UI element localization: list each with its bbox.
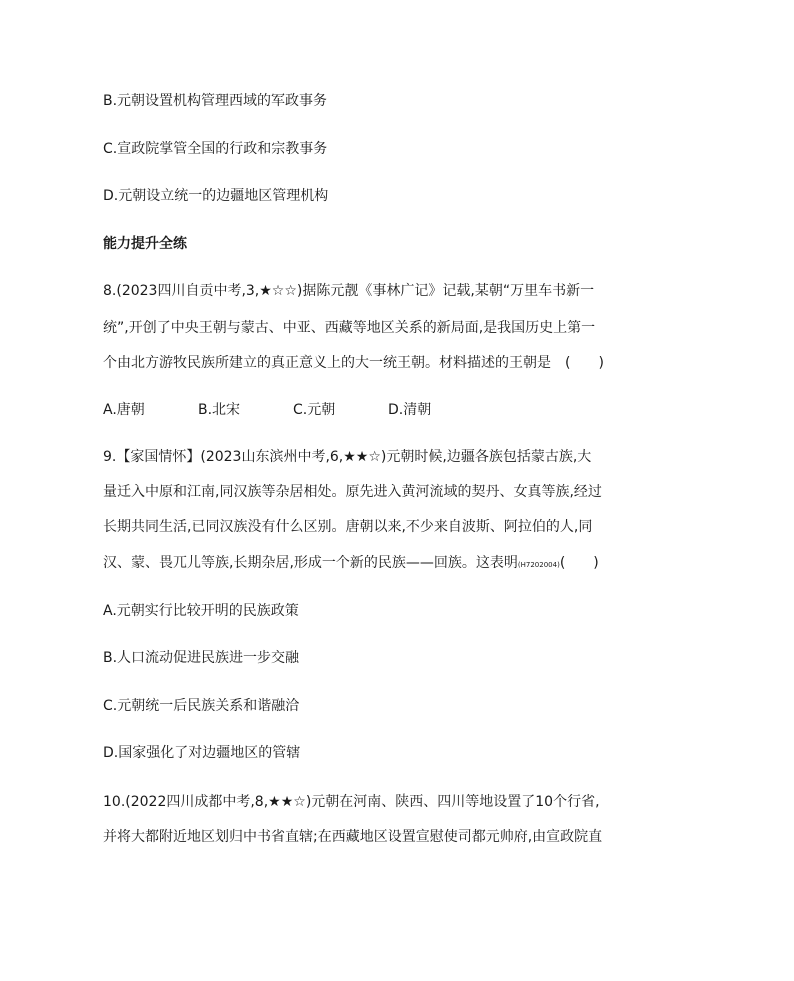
- q9-answer-paren: ( ): [559, 555, 599, 571]
- q7-option-b: B.元朝设置机构管理西域的军政事务: [103, 93, 328, 109]
- q9-line-4: [103, 553, 695, 575]
- q9-line-3: 长期共同生活,已同汉族没有什么区别。唐朝以来,不少来自波斯、阿拉伯的人,同: [103, 519, 593, 535]
- q8-option-c: C.元朝: [293, 402, 336, 418]
- q9-question-code: (H7202004): [517, 561, 560, 569]
- q10-line-2: 并将大都附近地区划归中书省直辖;在西藏地区设置宣慰使司都元帅府,由宣政院直: [103, 829, 603, 845]
- q9-option-b: B.人口流动促进民族进一步交融: [103, 650, 300, 666]
- q8-line-2: 统”,开创了中央王朝与蒙古、中亚、西藏等地区关系的新局面,是我国历史上第一: [103, 320, 596, 336]
- q9-option-c: C.元朝统一后民族关系和谐融洽: [103, 698, 300, 714]
- q7-option-c: C.宣政院掌管全国的行政和宗教事务: [103, 141, 328, 157]
- q9-line-4-text: 汉、蒙、畏兀儿等族,长期杂居,形成一个新的民族——回族。这表明: [103, 555, 518, 571]
- q8-options: [103, 400, 695, 420]
- q8-line-1: 8.(2023四川自贡中考,3,★☆☆)据陈元靓《事林广记》记载,某朝“万里车书新一: [103, 283, 595, 299]
- q8-option-d: D.清朝: [388, 402, 432, 418]
- q9-option-d: D.国家强化了对边疆地区的管辖: [103, 745, 301, 761]
- q8-option-b: B.北宋: [198, 402, 241, 418]
- q8-line-3: 个由北方游牧民族所建立的真正意义上的大一统王朝。材料描述的王朝是 ( ): [103, 355, 604, 371]
- q10-line-1: 10.(2022四川成都中考,8,★★☆)元朝在河南、陕西、四川等地设置了10个行省,: [103, 794, 600, 810]
- q8-option-a: A.唐朝: [103, 402, 145, 418]
- q9-line-1: 9.【家国情怀】(2023山东滨州中考,6,★★☆)元朝时候,边疆各族包括蒙古族,大: [103, 449, 592, 465]
- section-heading: 能力提升全练: [103, 236, 187, 252]
- q7-option-d: D.元朝设立统一的边疆地区管理机构: [103, 188, 329, 204]
- q9-option-a: A.元朝实行比较开明的民族政策: [103, 603, 299, 619]
- q9-line-2: 量迁入中原和江南,同汉族等杂居相处。原先进入黄河流域的契丹、女真等族,经过: [103, 484, 602, 500]
